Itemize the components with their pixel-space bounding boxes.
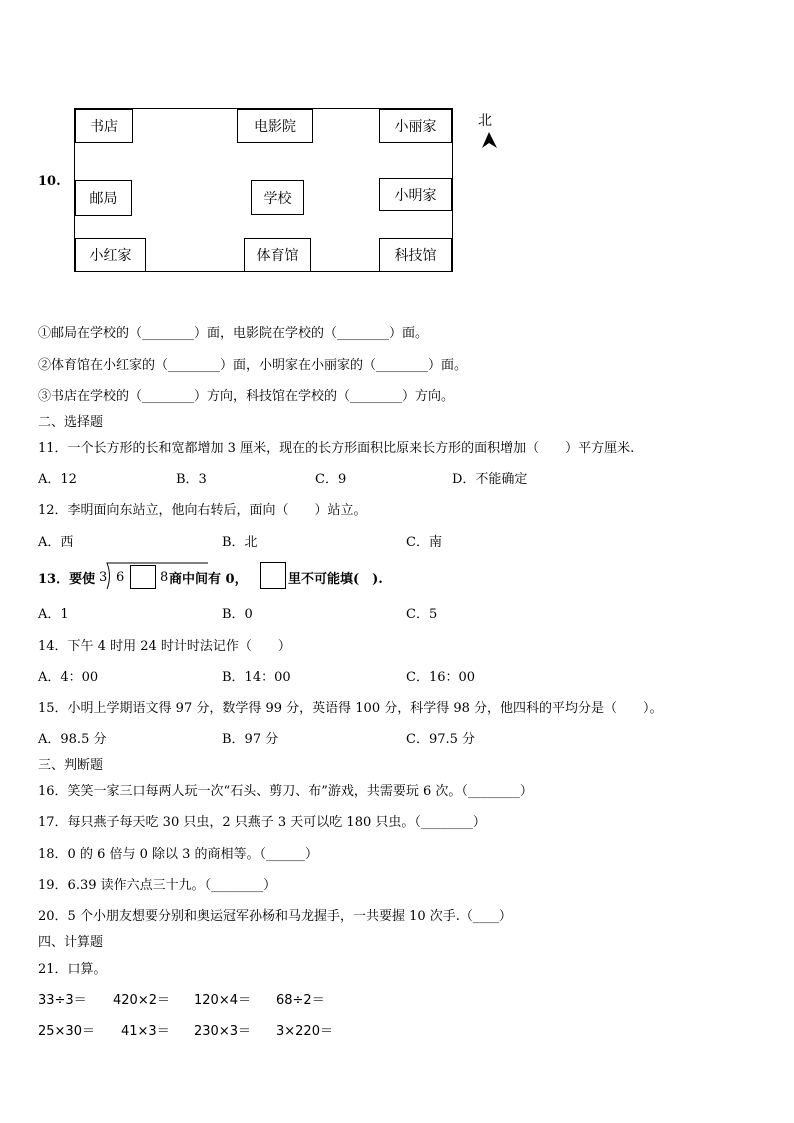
place-school: 学校 [251,180,304,215]
q15-option-c: C．97.5 分 [406,732,476,747]
north-arrow-icon [480,132,500,150]
calc-item: 230×3＝ [194,1024,251,1039]
q13-prefix: 13．要使 [38,572,96,587]
q14-option-b: B．14：00 [222,670,291,685]
calc-item: 41×3＝ [121,1024,170,1039]
q12-option-c: C．南 [406,535,442,550]
question-16: 16．笑笑一家三口每两人玩一次“石头、剪刀、布”游戏，共需要玩 6 次。（________） [38,784,533,799]
q10-sub1: ①邮局在学校的（________）面，电影院在学校的（________）面。 [38,326,429,341]
q14-option-a: A．4：00 [38,670,99,685]
place-post-office: 邮局 [75,180,132,216]
q15-option-a: A．98.5 分 [38,732,107,747]
place-xiaoming-home: 小明家 [379,178,452,211]
q10-sub2: ②体育馆在小红家的（________）面，小明家在小丽家的（________）面。 [38,358,468,373]
question-19: 19．6.39 读作六点三十九。（________） [38,878,277,893]
map-grid [74,108,453,272]
q13-mid-text: 商中间有 0， [169,572,248,587]
place-xiaoli-home: 小丽家 [379,109,452,143]
question-21: 21．口算。 [38,962,107,977]
q13-divisor: 3 [99,570,108,585]
q11-option-a: A．12 [38,472,77,487]
q13-digit-8: 8 [160,570,169,585]
calc-item: 3×220＝ [276,1024,333,1039]
place-cinema: 电影院 [237,109,313,143]
q14-option-c: C．16：00 [406,670,476,685]
q10-sub3: ③书店在学校的（________）方向，科技馆在学校的（________）方向。 [38,389,455,404]
q15-option-b: B．97 分 [222,732,279,747]
place-museum: 科技馆 [379,238,452,272]
question-12: 12．李明面向东站立，他向右转后，面向（ ）站立。 [38,503,367,518]
question-14: 14．下午 4 时用 24 时计时法记作（ ） [38,639,291,654]
question-15: 15．小明上学期语文得 97 分，数学得 99 分，英语得 100 分，科学得 98 分，他四科的平均分是（ ）。 [38,701,663,716]
q11-option-b: B．3 [176,472,207,487]
question-11: 11．一个长方形的长和宽都增加 3 厘米，现在的长方形面积比原来长方形的面积增加（ ）平方厘米. [38,441,635,456]
section-heading: 四、计算题 [38,935,104,950]
north-label: 北 [478,113,492,129]
section-heading: 二、选择题 [38,415,104,430]
q12-option-b: B．北 [222,535,258,550]
section-heading: 三、判断题 [38,758,104,773]
question-20: 20．5 个小朋友想要分别和奥运冠军孙杨和马龙握手，一共要握 10 次手.（____） [38,909,512,924]
q13-option-a: A．1 [38,607,69,622]
place-xiaohong-home: 小红家 [75,238,146,272]
calc-item: 33÷3＝ [38,993,87,1008]
calc-item: 68÷2＝ [276,993,325,1008]
place-bookstore: 书店 [75,109,133,143]
place-gym: 体育馆 [244,238,311,272]
q13-blank-box[interactable] [130,565,156,589]
q13-option-b: B．0 [222,607,253,622]
q11-option-d: D．不能确定 [452,472,528,487]
q12-option-a: A．西 [38,535,74,550]
q13-option-c: C．5 [406,607,438,622]
calc-item: 120×4＝ [194,993,251,1008]
question-number-10: 10. [38,174,61,189]
q13-suffix: 里不可能填( ). [288,572,383,587]
calc-item: 25×30＝ [38,1024,95,1039]
calc-item: 420×2＝ [113,993,170,1008]
question-18: 18．0 的 6 倍与 0 除以 3 的商相等。（______） [38,847,319,862]
question-17: 17．每只燕子每天吃 30 只虫，2 只燕子 3 天可以吃 180 只虫。（________） [38,815,486,830]
q13-digit-6: 6 [116,570,125,585]
q11-option-c: C．9 [315,472,347,487]
q13-answer-box[interactable] [260,562,286,589]
